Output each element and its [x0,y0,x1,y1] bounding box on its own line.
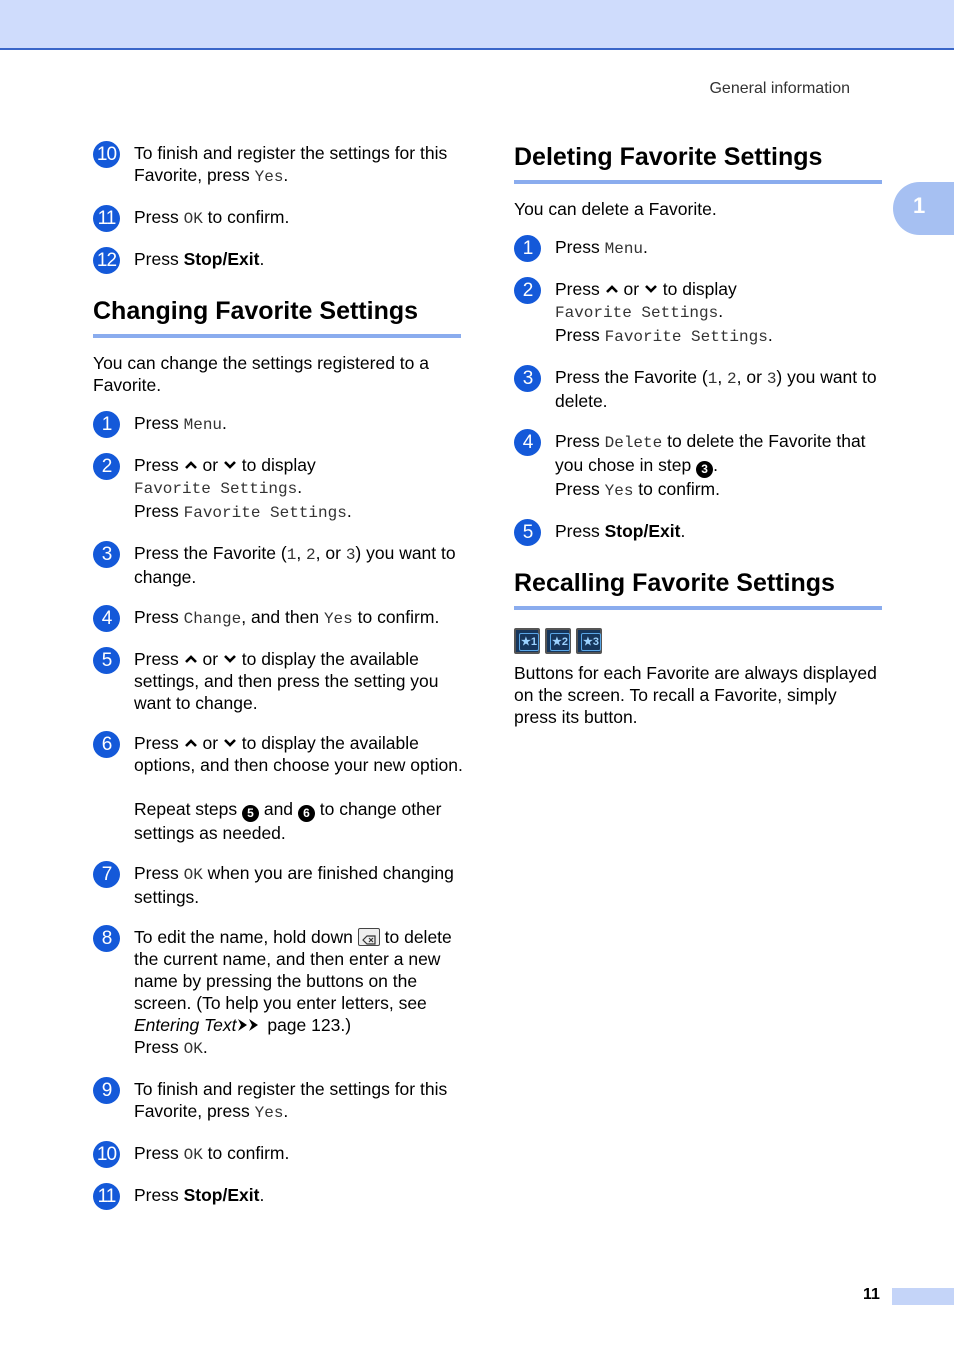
step-number: 5 [93,647,120,674]
step-number: 7 [93,861,120,888]
change-step-7: 7 Press OK when you are finished changing settings. [93,862,463,908]
change-step-1: 1 Press Menu. [93,412,463,436]
step-number: 12 [93,247,120,274]
header-bar [0,0,954,50]
step-ref: 6 [298,805,315,822]
delete-step-1: 1 Press Menu. [514,236,884,260]
change-step-9: 9 To finish and register the settings for this Favorite, press Yes. [93,1078,463,1124]
favorite-button-1[interactable]: ★1 [514,628,540,654]
favorite-buttons [514,628,884,656]
step-number: 11 [93,205,120,232]
double-arrow-icon [236,1018,262,1032]
chevron-down-icon [223,654,237,664]
page-number-bar [892,1288,954,1305]
recall-description: Buttons for each Favorite are always displayed on the screen. To recall a Favorite, simply press its button. [514,663,877,727]
change-step-8: 8 To edit the name, hold down to delete the current name, and then enter a new name by pressing the buttons on the screen. (To help you enter letters, see Entering Text page 123.) Press OK. [93,926,463,1060]
section-title-deleting: Deleting Favorite Settings [514,142,882,184]
section-title-recalling: Recalling Favorite Settings [514,568,882,610]
delete-step-4: 4 Press Delete to delete the Favorite that you chose in step 3 . Press Yes to confirm. [514,430,884,502]
chevron-up-icon [184,738,198,748]
step-number: 2 [514,277,541,304]
backspace-icon [358,928,380,946]
delete-step-3: 3 Press the Favorite (1, 2, or 3) you want to delete. [514,366,884,412]
step-number: 1 [93,411,120,438]
repeat-note: Repeat steps 5 and 6 to change other settings as needed. [134,799,442,843]
step-number: 4 [514,429,541,456]
chevron-down-icon [223,738,237,748]
chapter-tab [893,182,954,235]
intro-deleting: You can delete a Favorite. [514,199,717,219]
change-step-3: 3 Press the Favorite (1, 2, or 3) you want to change. [93,542,463,588]
chapter-number: 1 [913,193,926,218]
step-number: 3 [93,541,120,568]
step-number: 8 [93,925,120,952]
step-12-pre: 12 Press Stop/Exit. [93,248,463,270]
chevron-down-icon [644,284,658,294]
step-number: 2 [93,453,120,480]
chevron-up-icon [605,284,619,294]
running-title: General information [709,80,850,97]
step-ref: 5 [242,805,259,822]
chevron-down-icon [223,460,237,470]
step-number: 6 [93,731,120,758]
step-11-pre: 11 Press OK to confirm. [93,206,463,230]
favorite-button-3[interactable]: ★3 [576,628,602,654]
step-number: 9 [93,1077,120,1104]
right-column [514,142,884,728]
step-number: 10 [93,1141,120,1168]
change-step-2: 2 Press or to display Favorite Settings. Press Favorite Settings. [93,454,463,524]
change-step-6: 6 Press or to display the available options, and then choose your new option. Repeat steps 5 and 6 to change other settings as needed. [93,732,463,844]
step-ref: 3 [696,461,713,478]
change-step-5: 5 Press or to display the available settings, and then press the setting you want to change. [93,648,463,714]
change-step-10: 10 Press OK to confirm. [93,1142,463,1166]
favorite-button-2[interactable]: ★2 [545,628,571,654]
delete-step-2: 2 Press or to display Favorite Settings. Press Favorite Settings. [514,278,884,348]
intro-changing: You can change the settings registered to a Favorite. [93,353,429,395]
left-column [93,142,463,1224]
change-step-11: 11 Press Stop/Exit. [93,1184,463,1206]
step-10-pre: 10 To finish and register the settings for this Favorite, press Yes. [93,142,463,188]
step-number: 10 [93,141,120,168]
chevron-up-icon [184,654,198,664]
change-step-4: 4 Press Change, and then Yes to confirm. [93,606,463,630]
page-number: 11 [863,1286,880,1303]
chevron-up-icon [184,460,198,470]
step-number: 1 [514,235,541,262]
step-number: 3 [514,365,541,392]
step-number: 4 [93,605,120,632]
step-number: 11 [93,1183,120,1210]
step-number: 5 [514,519,541,546]
section-title-changing: Changing Favorite Settings [93,296,461,338]
delete-step-5: 5 Press Stop/Exit. [514,520,884,542]
